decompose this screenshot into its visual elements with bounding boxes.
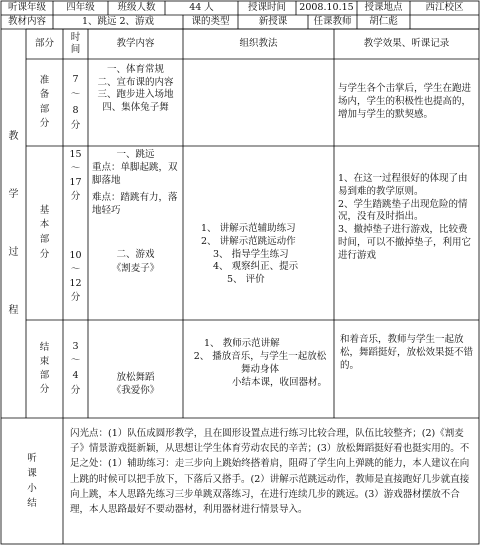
col-time: 时间 (70, 32, 81, 55)
summary-label-cell (1, 418, 63, 544)
place-label: 授课地点 (364, 1, 403, 13)
basic-method-item: 5、 评价 (227, 274, 265, 286)
basic-method-item: 1、 讲解示范辅助练习 (201, 222, 296, 234)
col-effect: 教学效果、听课记录 (363, 37, 450, 49)
basic-method-item: 2、 讲解示范跳远动作 (201, 235, 296, 247)
process-label: 教学过程 (8, 130, 19, 316)
prep-time-cell (63, 59, 88, 146)
time-label: 授课时间 (247, 1, 286, 13)
basic-content-title: 一、跳远 (116, 148, 155, 160)
teacher-value: 胡仁彪 (369, 15, 398, 27)
prep-part: 准备部分 (39, 75, 50, 129)
basic-effect-item: 1、在这一过程很好的体现了由易到难的教学原则。 (338, 173, 468, 197)
basic-effects (338, 173, 476, 288)
prep-time: 7～8分 (70, 74, 81, 131)
basic-part: 基本部分 (39, 204, 50, 260)
basic-effect-item: 3、撤掉垫子进行游戏，比较费时间，可以不撤掉垫子，利用它进行游戏 (338, 224, 472, 261)
basic-effect-item: 2、学生踏跳垫子出现危险的情况，没有及时指出。 (338, 198, 468, 223)
prep-effect: 与学生各个击掌后，学生在跑进场内，学生的积极性也提高的，增加与学生的默契感。 (338, 83, 472, 120)
content-value: 1、跳远 2、游戏 (81, 15, 155, 27)
prep-part-cell (26, 59, 63, 146)
end-part: 结束部分 (39, 341, 50, 396)
end-part-cell (26, 320, 63, 418)
end-content-item: 放松舞蹈 (116, 372, 155, 384)
end-time: 3～4分 (70, 340, 81, 396)
basic-game-title: 二、游戏 (116, 248, 155, 260)
col-part: 部分 (34, 37, 54, 49)
basic-difficulty: 难点：踏跳有力，落地轻巧 (92, 192, 178, 216)
prep-content (88, 59, 183, 115)
process-label-cell (1, 29, 26, 418)
teacher-label: 任课教师 (313, 15, 352, 27)
class-size-value: 44 人 (189, 1, 214, 13)
end-method-item: 2、 播放音乐，与学生一起放松舞动身体 (193, 351, 327, 375)
basic-method-item: 3、 指导学生练习 (213, 248, 289, 260)
basic-time1: 15～17分 (69, 148, 82, 203)
col-content: 教学内容 (116, 37, 155, 49)
basic-time2: 10～12分 (69, 249, 82, 304)
col-time-cell (63, 29, 88, 59)
grade-label: 听课年级 (7, 1, 46, 13)
basic-part-cell (26, 146, 63, 320)
basic-time1-cell (63, 146, 88, 206)
summary-label: 听课小结 (27, 452, 37, 510)
end-method-item: 小结本课，收回器材。 (232, 376, 328, 388)
basic-key-point: 重点：单脚起跳，双脚落地 (92, 162, 178, 186)
time-value: 2008.10.15 (299, 1, 354, 13)
end-methods (190, 336, 330, 392)
end-effect: 和着音乐，教师与学生一起放松，舞蹈挺好，放松效果挺不错的。 (340, 334, 474, 371)
type-value: 新授课 (258, 15, 288, 27)
basic-method-item: 4、 观察纠正、提示 (213, 261, 299, 273)
prep-content-item: 四、集体兔子舞 (102, 102, 169, 114)
basic-time2-cell (63, 247, 88, 307)
prep-content-item: 三、跑步进入场地 (97, 89, 174, 101)
basic-game-name: 《割麦子》 (111, 262, 160, 274)
prep-content-item: 一、体育常规 (106, 63, 164, 75)
content-label: 教材内容 (7, 15, 46, 27)
type-label: 课的类型 (191, 15, 230, 27)
grade-value: 四年级 (66, 1, 95, 13)
col-method: 组织教法 (239, 37, 278, 49)
end-content-item: 《我爱你》 (111, 385, 160, 396)
summary-text: 闪光点：(1）队伍成圆形教学，且在圆形设置点进行练习比较合理，队伍比较整齐；(2)《割麦子》情景游戏挺新颖，从思想让学生体育劳动农民的辛苦；(3）放松舞蹈挺好看也挺实用的。不足之处：(1）辅助练习：走三步向上跳始终搭着肩，阻碍了学生向上弹跳的能力，本人建议在向上跳的时候可以把手放下，下落后又搭手。(2）讲解示范跳远动作，教师是直接跑好几步就直接向上跳，本人思路先练习三步单跳双落练习，在进行连续几步的跳远。(3）游戏器材摆放不合理，本人思路最好不要动器材，利用器材进行情景导入。 (70, 428, 470, 515)
end-content (88, 370, 183, 400)
place-value: 西江校区 (425, 1, 464, 13)
end-time-cell (63, 320, 88, 418)
basic-methods (183, 218, 334, 292)
class-size-label: 班级人数 (117, 1, 156, 13)
end-method-item: 1、 教师示范讲解 (204, 338, 280, 350)
prep-content-item: 二、宣布课的内容 (97, 76, 174, 88)
